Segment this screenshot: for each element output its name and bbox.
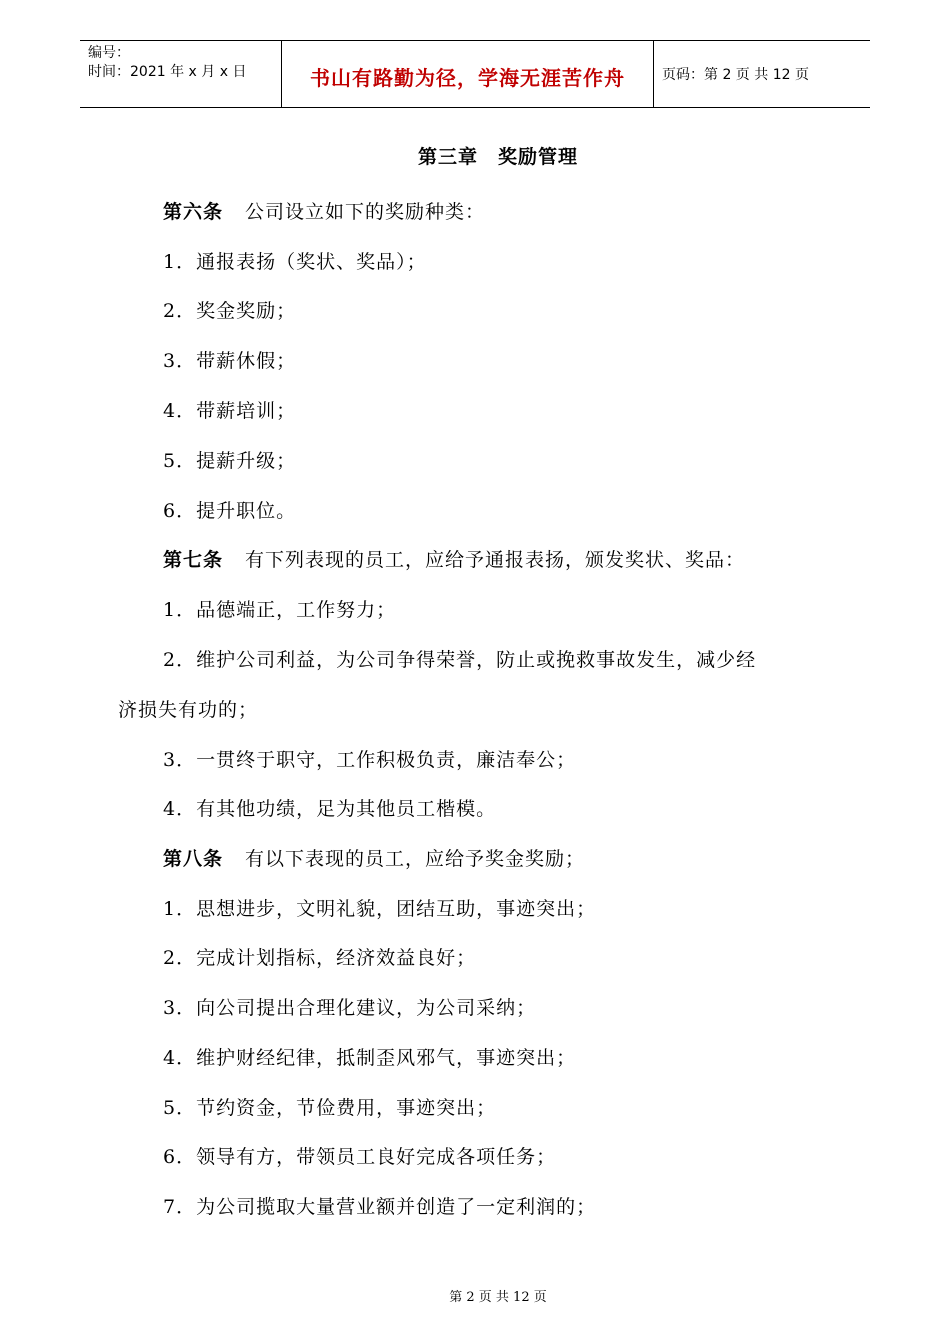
article-number: 第七条 (163, 549, 224, 571)
list-item: 6．提升职位。 (163, 500, 297, 522)
page-header (80, 40, 870, 108)
article-text: 公司设立如下的奖励种类： (245, 201, 486, 223)
document-date: 时间：2021 年 x 月 x 日 (88, 64, 247, 80)
list-item: 4．维护财经纪律，抵制歪风邪气，事迹突出； (163, 1047, 577, 1069)
list-item: 2．奖金奖励； (163, 300, 297, 322)
list-item: 3．带薪休假； (163, 350, 297, 372)
list-item: 4．有其他功绩，足为其他员工楷模。 (163, 798, 497, 820)
list-item: 1．品德端正，工作努力； (163, 599, 397, 621)
list-item-continuation: 济损失有功的； (118, 699, 259, 721)
article-number: 第六条 (163, 201, 224, 223)
header-motto: 书山有路勤为径，学海无涯苦作舟 (282, 41, 654, 107)
article-text: 有以下表现的员工，应给予奖金奖励； (245, 848, 586, 870)
header-meta (80, 41, 282, 107)
article-line (163, 545, 745, 572)
list-item: 4．带薪培训； (163, 400, 297, 422)
list-item: 5．提薪升级； (163, 450, 297, 472)
list-item: 6．领导有方，带领员工良好完成各项任务； (163, 1146, 557, 1168)
article-number: 第八条 (163, 848, 224, 870)
document-number-label: 编号： (88, 45, 130, 61)
list-item: 1．思想进步，文明礼貌，团结互助，事迹突出； (163, 898, 597, 920)
chapter-title: 第三章 奖励管理 (417, 146, 578, 168)
list-item: 5．节约资金，节俭费用，事迹突出； (163, 1097, 497, 1119)
list-item: 3．向公司提出合理化建议，为公司采纳； (163, 997, 537, 1019)
list-item: 3．一贯终于职守，工作积极负责，廉洁奉公； (163, 749, 577, 771)
article-line (163, 844, 585, 871)
header-page-info: 页码：第 2 页 共 12 页 (662, 67, 809, 83)
list-item: 2．维护公司利益，为公司争得荣誉，防止或挽救事故发生，减少经 (163, 649, 757, 671)
page-footer: 第 2 页 共 12 页 (449, 1290, 547, 1305)
article-line (163, 197, 485, 224)
list-item: 1．通报表扬（奖状、奖品）； (163, 251, 427, 273)
article-text: 有下列表现的员工，应给予通报表扬，颁发奖状、奖品： (245, 549, 746, 571)
list-item: 7．为公司揽取大量营业额并创造了一定利润的； (163, 1196, 597, 1218)
list-item: 2．完成计划指标，经济效益良好； (163, 947, 477, 969)
